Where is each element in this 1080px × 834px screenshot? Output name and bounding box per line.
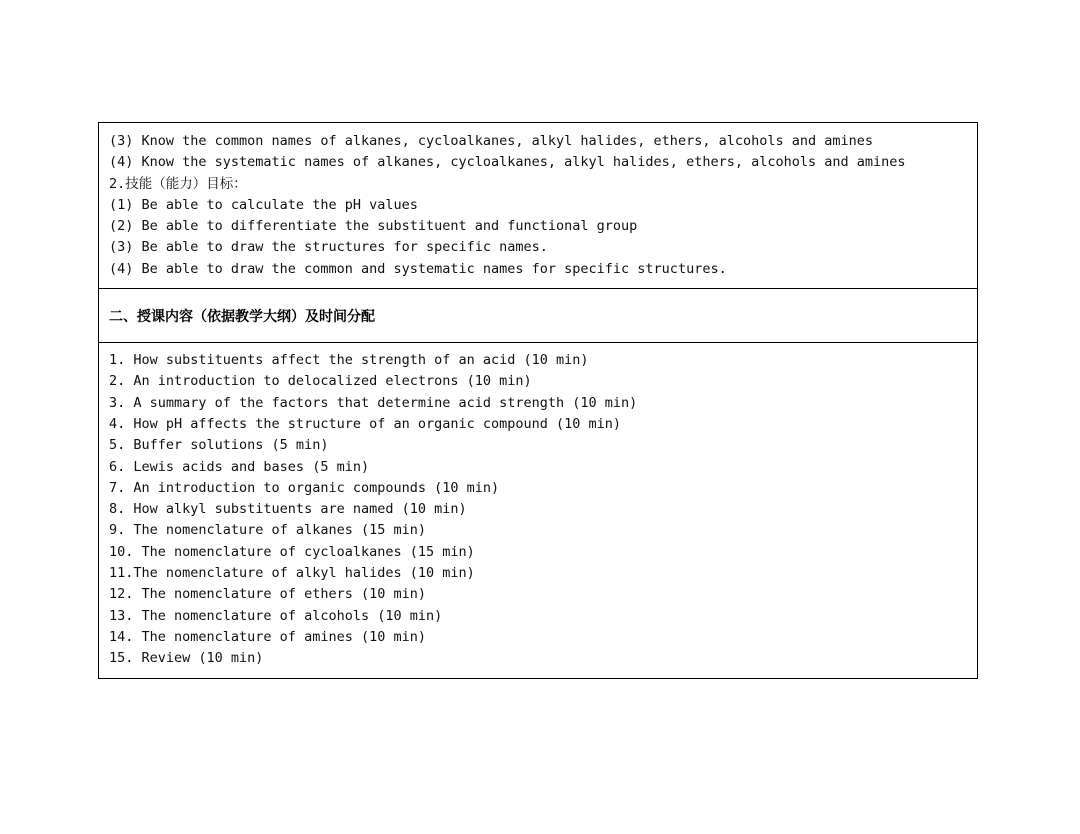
content-item: 11.The nomenclature of alkyl halides (10 min) [109, 565, 475, 582]
content-item: 9. The nomenclature of alkanes (15 min) [109, 522, 426, 539]
content-item: 8. How alkyl substituents are named (10 min) [109, 501, 467, 518]
content-cell [99, 342, 977, 677]
section-heading-cell [99, 288, 977, 342]
objective-line: (3) Be able to draw the structures for specific names. [109, 239, 548, 256]
content-item: 4. How pH affects the structure of an organic compound (10 min) [109, 415, 622, 432]
content-item: 10. The nomenclature of cycloalkanes (15 min) [109, 543, 475, 560]
content-item: 2. An introduction to delocalized electrons (10 min) [109, 373, 532, 390]
objectives-cell [99, 123, 977, 288]
syllabus-table [98, 122, 978, 679]
section-heading: 二、授课内容（依据教学大纲）及时间分配 [109, 308, 375, 325]
content-item: 13. The nomenclature of alcohols (10 min) [109, 607, 443, 624]
content-item: 15. Review (10 min) [109, 650, 264, 667]
objective-line: (3) Know the common names of alkanes, cycloalkanes, alkyl halides, ethers, alcohols and amines [109, 133, 874, 149]
content-item: 12. The nomenclature of ethers (10 min) [109, 586, 426, 603]
content-item: 1. How substituents affect the strength of an acid (10 min) [109, 352, 589, 369]
content-item: 3. A summary of the factors that determine acid strength (10 min) [109, 394, 638, 411]
objective-line: (1) Be able to calculate the pH values [109, 196, 418, 213]
objective-line: (4) Know the systematic names of alkanes, cycloalkanes, alkyl halides, ethers, alcohols and amines [109, 154, 906, 171]
objective-subheading: 2.技能（能力）目标： [109, 175, 247, 192]
content-item: 7. An introduction to organic compounds (10 min) [109, 479, 500, 496]
objective-line: (2) Be able to differentiate the substituent and functional group [109, 218, 638, 235]
content-item: 5. Buffer solutions (5 min) [109, 437, 329, 454]
objective-line: (4) Be able to draw the common and systematic names for specific structures. [109, 260, 727, 277]
content-item: 14. The nomenclature of amines (10 min) [109, 628, 426, 645]
content-item: 6. Lewis acids and bases (5 min) [109, 458, 370, 475]
